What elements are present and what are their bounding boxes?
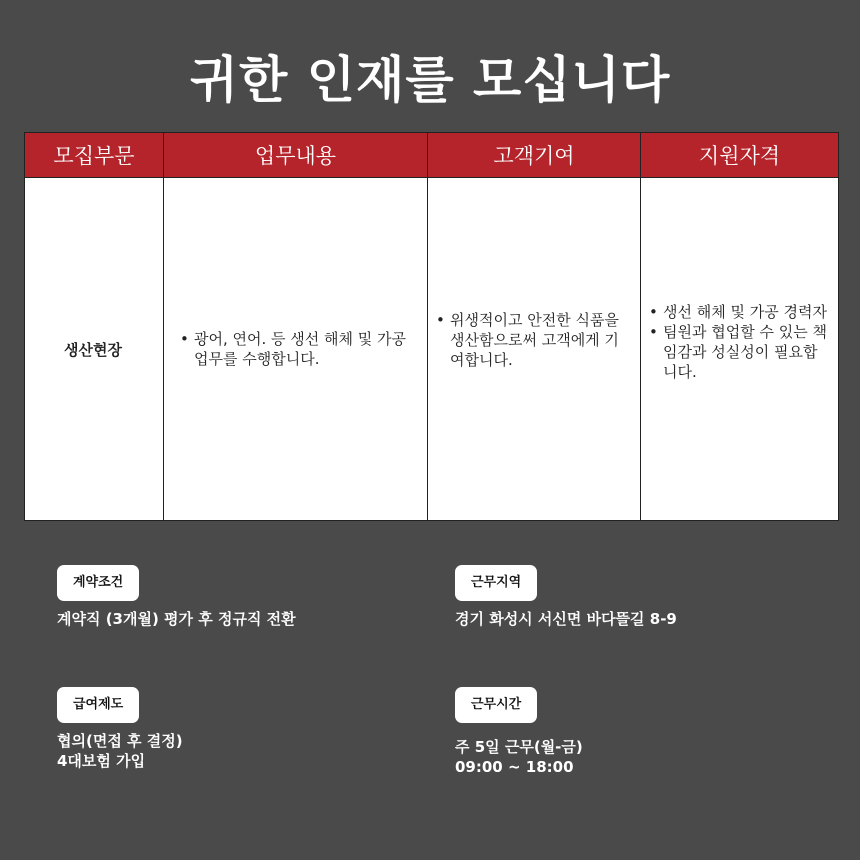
dept-cell: 생산현장 xyxy=(25,178,164,521)
contribution-cell xyxy=(428,178,641,521)
hours-text-1: 주 5일 근무(월-금) xyxy=(455,738,583,756)
header-duties: 업무내용 xyxy=(164,133,428,178)
hours-text-2: 09:00 ~ 18:00 xyxy=(455,758,574,776)
salary-text-1: 협의(면접 후 결정) xyxy=(57,732,183,750)
salary-text-2: 4대보험 가입 xyxy=(57,752,146,770)
qualification-item: • 생선 해체 및 가공 경력자 xyxy=(663,302,830,322)
table-header-row xyxy=(25,133,839,178)
salary-label: 급여제도 xyxy=(57,687,139,723)
location-section xyxy=(455,565,677,629)
duties-cell xyxy=(164,178,428,521)
contract-section xyxy=(57,565,296,629)
location-text: 경기 화성시 서신면 바다뜰길 8-9 xyxy=(455,610,677,628)
qualification-item: • 팀원과 협업할 수 있는 책임감과 성실성이 필요합니다. xyxy=(663,322,830,382)
contract-text: 계약직 (3개월) 평가 후 정규직 전환 xyxy=(57,610,296,628)
duty-item: • 광어, 연어. 등 생선 해체 및 가공 업무를 수행합니다. xyxy=(194,329,419,369)
page-title: 귀한 인재를 모십니다 xyxy=(189,51,671,109)
contribution-item: • 위생적이고 안전한 식품을 생산함으로써 고객에게 기여합니다. xyxy=(450,310,632,370)
qualifications-cell xyxy=(641,178,839,521)
hours-section xyxy=(455,687,583,777)
job-table xyxy=(24,132,839,521)
header-dept: 모집부문 xyxy=(25,133,164,178)
location-label: 근무지역 xyxy=(455,565,537,601)
table-row xyxy=(25,178,839,521)
header-qualifications: 지원자격 xyxy=(641,133,839,178)
header-contribution: 고객기여 xyxy=(428,133,641,178)
hours-label: 근무시간 xyxy=(455,687,537,723)
salary-section xyxy=(57,687,183,771)
contract-label: 계약조건 xyxy=(57,565,139,601)
